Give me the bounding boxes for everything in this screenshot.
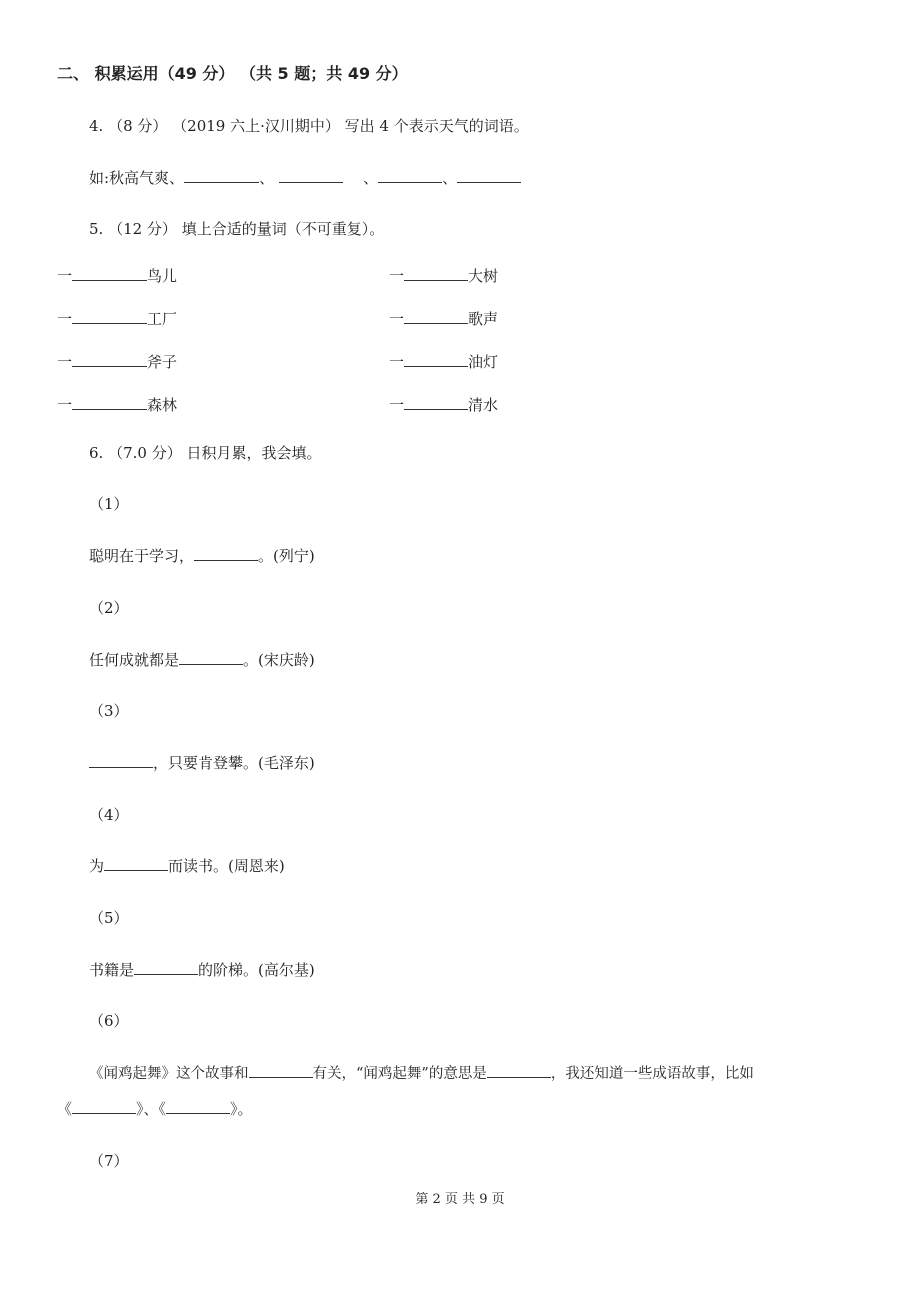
q5-blank[interactable] (404, 395, 468, 410)
q5-prefix: 一 (389, 353, 405, 371)
q6-blank[interactable] (179, 650, 243, 665)
q6-item6-line-1 (89, 1063, 754, 1084)
q6-item-line (89, 856, 285, 876)
section-title: 二、 积累运用（49 分） （共 5 题；共 49 分） (57, 64, 408, 83)
q5-blank[interactable] (404, 352, 468, 367)
q6-blank[interactable] (249, 1063, 313, 1078)
q5-word: 森林 (147, 396, 178, 414)
q5-prefix: 一 (57, 267, 73, 285)
q6-item6-line-2 (57, 1099, 253, 1119)
q4-example-text: 如:秋高气爽、 (89, 169, 185, 187)
q6-item-number: （1） (89, 495, 129, 513)
q6-text: ，我还知道一些成语故事，比如 (550, 1066, 754, 1082)
q6-item-number: （7） (89, 1152, 129, 1170)
q5-blank[interactable] (72, 352, 147, 367)
q6-item-number: （4） (89, 806, 129, 824)
q5-blank[interactable] (72, 395, 147, 410)
page-footer: 第 2 页 共 9 页 (415, 1192, 505, 1207)
question-6-header: 6. （7.0 分） 日积月累，我会填。 (89, 444, 322, 462)
q6-text: 而读书。(周恩来) (168, 857, 285, 875)
q5-left-item (57, 395, 177, 415)
q6-text: 为 (89, 857, 105, 875)
q5-word: 工厂 (147, 310, 178, 328)
q4-separator: 、 (442, 169, 458, 187)
q6-blank[interactable] (89, 753, 153, 768)
q6-text: 《闻鸡起舞》这个故事和 (89, 1066, 249, 1082)
q5-left-item (57, 352, 177, 372)
q5-word: 歌声 (468, 310, 499, 328)
q6-item-number: （2） (89, 599, 129, 617)
q6-item-line (89, 650, 315, 670)
q4-blank-2[interactable] (279, 168, 343, 183)
q6-text: 《 (57, 1100, 73, 1118)
q5-prefix: 一 (389, 396, 405, 414)
q5-prefix: 一 (389, 267, 405, 285)
q6-text: 》。 (230, 1100, 253, 1118)
q5-prefix: 一 (57, 353, 73, 371)
q4-blank-3[interactable] (378, 168, 442, 183)
question-4-header: 4. （8 分） （2019 六上·汉川期中） 写出 4 个表示天气的词语。 (89, 117, 529, 135)
q6-text: 任何成就都是 (89, 651, 180, 669)
q6-item-line (89, 753, 315, 773)
q6-blank[interactable] (194, 546, 258, 561)
q6-item-line (89, 546, 315, 566)
q6-item-number: （3） (89, 702, 129, 720)
q5-right-item (389, 309, 498, 329)
q6-blank[interactable] (104, 856, 168, 871)
q5-left-item (57, 309, 177, 329)
q5-word: 鸟儿 (147, 267, 178, 285)
q5-right-item (389, 266, 498, 286)
q6-item-number: （5） (89, 909, 129, 927)
question-4-answer-line (89, 168, 521, 188)
q6-blank[interactable] (134, 960, 198, 975)
q5-word: 清水 (468, 396, 499, 414)
q5-prefix: 一 (57, 396, 73, 414)
question-5-header: 5. （12 分） 填上合适的量词（不可重复）。 (89, 220, 385, 238)
q5-blank[interactable] (404, 266, 468, 281)
q5-prefix: 一 (389, 310, 405, 328)
q4-blank-4[interactable] (457, 168, 521, 183)
q6-text: 的阶梯。(高尔基) (198, 961, 315, 979)
q5-right-item (389, 395, 498, 415)
q6-blank[interactable] (72, 1099, 136, 1114)
q6-text: 聪明在于学习， (89, 547, 195, 565)
q4-blank-1[interactable] (184, 168, 259, 183)
q6-item-number: （6） (89, 1012, 129, 1030)
q4-separator: 、 (363, 169, 379, 187)
q6-blank[interactable] (166, 1099, 230, 1114)
q6-text: 。(宋庆龄) (243, 651, 315, 669)
q6-text: 书籍是 (89, 961, 135, 979)
q6-text: ，只要肯登攀。(毛泽东) (153, 754, 315, 772)
q5-word: 油灯 (468, 353, 499, 371)
q5-right-item (389, 352, 498, 372)
q6-item-line (89, 960, 315, 980)
q5-blank[interactable] (72, 266, 147, 281)
q6-text: 。(列宁) (258, 547, 315, 565)
q5-blank[interactable] (72, 309, 147, 324)
q5-prefix: 一 (57, 310, 73, 328)
q5-word: 斧子 (147, 353, 178, 371)
q6-blank[interactable] (487, 1063, 551, 1078)
q5-blank[interactable] (404, 309, 468, 324)
q6-text: 》、《 (136, 1100, 167, 1118)
q5-word: 大树 (468, 267, 499, 285)
q5-left-item (57, 266, 177, 286)
q4-separator: 、 (259, 169, 275, 187)
q6-text: 有关，“闻鸡起舞”的意思是 (312, 1066, 487, 1082)
